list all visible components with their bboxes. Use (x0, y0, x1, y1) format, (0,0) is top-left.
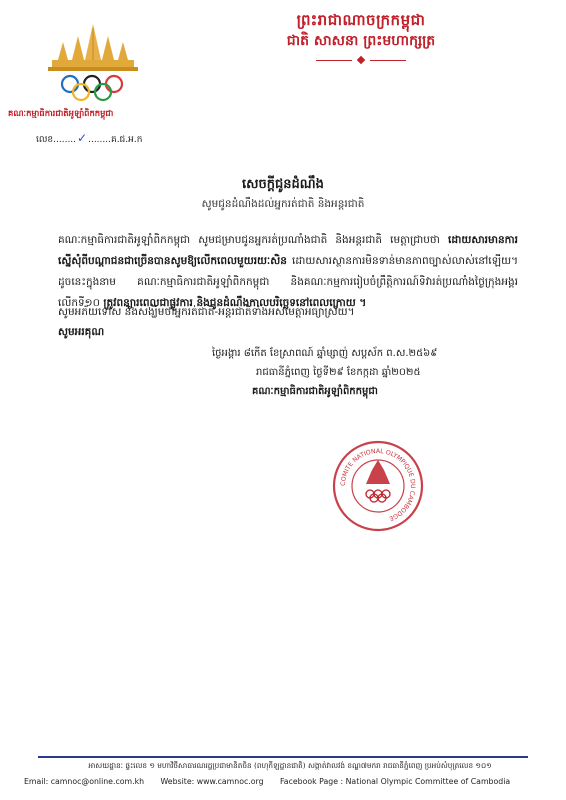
noc-logo-icon (38, 20, 148, 104)
notice-paragraph-2: សូមអភ័យទោស និងសង្ឃឹមថាអ្នករត់ជាតិ-អន្តរជាតិទាំងអស់មេត្តាអធ្យាស្រ័យ។ (58, 306, 355, 318)
letterhead-right (196, 10, 526, 65)
ornament-divider (316, 57, 406, 65)
notice-title: សេចក្ដីជូនដំណឹង (242, 177, 324, 192)
para1-bold: ដោយសារមានការស្នើសុំពីបណ្ដាជនជាច្រើនបានសូមឱ្យលើកពេលមួយរយៈសិន (58, 234, 518, 267)
solar-date: រាជធានីភ្នំពេញ ថ្ងៃទី២៩ ខែកក្កដា ឆ្នាំ២០២៥ (256, 367, 421, 378)
committee-name: គណៈកម្មាធិការជាតិអូឡាំពិកកម្ពុជា (8, 108, 114, 118)
para1-bold2: ត្រូវពន្យារពេលជាផ្លូវការ និងជូនដំណឹងកាលបរិច្ឆេទនៅពេលក្រោយ ។ (103, 297, 367, 309)
national-motto: ជាតិ សាសនា ព្រះមហាក្សត្រ (286, 33, 436, 49)
ref-prefix: លេខ........ (36, 135, 77, 145)
thanks-text: សូមអរគុណ (58, 326, 105, 338)
check-mark-icon: ✓ (77, 131, 88, 145)
footer-facebook: Facebook Page : National Olympic Committee of Cambodia (280, 777, 511, 786)
para1-plain: គណៈកម្មាធិការជាតិអូឡាំពិកកម្ពុជា សូមជម្រាបជូនអ្នករត់ប្រណាំងជាតិ និងអន្តរជាតិ មេត្តាជ្រាបថា (58, 234, 440, 246)
signer-title: គណៈកម្មាធិការជាតិអូឡាំពិកកម្ពុជា (252, 386, 378, 397)
official-stamp-icon (332, 440, 424, 532)
ref-suffix: ........គ.ជ.អ.ក (88, 135, 143, 145)
stamp-text: COMITE NATIONAL OLYMPIQUE DU CAMBODGE (339, 447, 417, 522)
reference-number (36, 131, 142, 147)
kingdom-title: ព្រះរាជាណាចក្រកម្ពុជា (296, 11, 426, 29)
footer-email: Email: camnoc@online.com.kh (24, 777, 145, 786)
svg-text:COMITE NATIONAL OLYMPIQUE DU C (340, 448, 416, 522)
lunar-date: ថ្ងៃអង្គារ ៨កើត ខែស្រាពណ៍ ឆ្នាំម្សាញ់ សប្តស័ក ព.ស.២៥៦៩ (212, 348, 438, 359)
notice-subtitle: សូមជូនដំណឹងដល់អ្នករត់ជាតិ និងអន្តរជាតិ (201, 198, 365, 210)
footer-website: Website: www.camnoc.org (160, 777, 264, 786)
footer-divider (38, 756, 528, 758)
para1-rest: ដោយសារស្ថានការមិនទាន់មានភាពច្បាស់លាស់នៅឡើយ។ ដូចនេះក្នុងនាម គណៈកម្មាធិការជាតិអូឡាំពិកកម្ពុជា និងគណៈកម្មការរៀបចំព្រឹត្តិការណ៍ទិវារត់ប្រណាំងថ្ងៃក្រុងអង្គរលើកទី១០ (58, 255, 518, 309)
footer-contacts (24, 777, 544, 786)
footer-address: អាសយដ្ឋានៈ ផ្ទះលេខ ១ មហាវិថីសាធារណរដ្ឋប្រជាមានិតចិន (ពហុកីឡដ្ឋានជាតិ) សង្កាត់វាលវង់ ខណ្ឌ៧មករា រាជធានីភ្នំពេញ ប្រអប់សំបុត្រលេខ ១០១ (88, 761, 492, 770)
